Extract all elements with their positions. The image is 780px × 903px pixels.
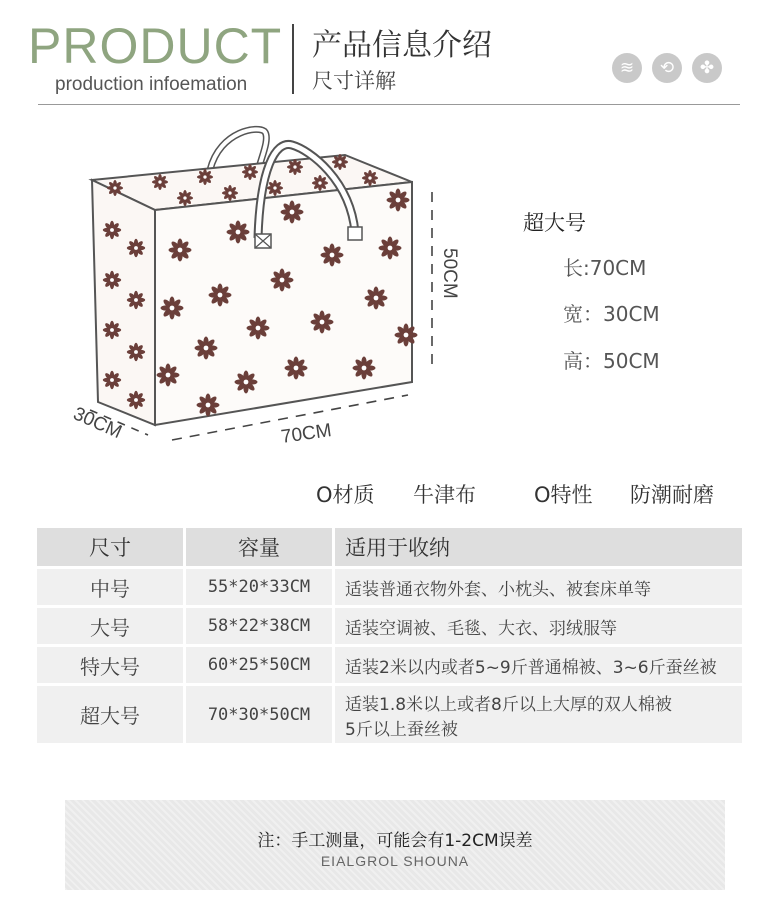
- row-capacity: 55*20*33CM: [186, 569, 335, 608]
- header-divider: [292, 24, 294, 94]
- height-dimension-label: 50CM: [439, 248, 460, 299]
- row-size: 大号: [37, 608, 186, 647]
- measurement-note-panel: [65, 800, 725, 890]
- table-header-row: [37, 528, 745, 569]
- row-usage: 适装普通衣物外套、小枕头、被套床单等: [335, 569, 745, 608]
- row-capacity: 58*22*38CM: [186, 608, 335, 647]
- storage-bag-illustration: [60, 120, 480, 470]
- row-size: 超大号: [37, 686, 186, 746]
- row-usage: 适装2米以内或者5~9斤普通棉被、3~6斤蚕丝被: [335, 647, 745, 686]
- row-usage-line1: 适装1.8米以上或者8斤以上大厚的双人棉被: [345, 694, 672, 715]
- table-row: [37, 647, 745, 686]
- size-length: 长:70CM: [563, 256, 647, 280]
- fan-icon: ✤: [692, 53, 722, 83]
- material-label: O材质: [316, 483, 375, 507]
- row-size: 特大号: [37, 647, 186, 686]
- steam-icon: ≋: [612, 53, 642, 83]
- row-usage: [335, 686, 745, 746]
- size-height: 高：50CM: [563, 349, 660, 373]
- header-rule: [38, 104, 740, 105]
- header-size: 尺寸: [37, 528, 186, 569]
- measurement-note: 注：手工测量，可能会有1-2CM误差: [257, 831, 533, 851]
- page-subtitle: 尺寸详解: [312, 69, 396, 93]
- header-capacity: 容量: [186, 528, 335, 569]
- cycle-icon: ⟲: [652, 53, 682, 83]
- page-title: 产品信息介绍: [312, 28, 492, 63]
- brand-title: PRODUCT: [28, 18, 283, 74]
- width-dimension-label: 70CM: [279, 420, 333, 448]
- row-size: 中号: [37, 569, 186, 608]
- row-usage-line2: 5斤以上蚕丝被: [345, 719, 458, 740]
- row-capacity: 60*25*50CM: [186, 647, 335, 686]
- note-subtitle: EIALGROL SHOUNA: [320, 853, 470, 869]
- table-row: [37, 686, 745, 746]
- material-value: 牛津布: [413, 483, 476, 507]
- feature-icons: [612, 53, 722, 83]
- size-spec-table: [37, 528, 745, 746]
- table-row: [37, 608, 745, 647]
- brand-subtitle: production infoemation: [55, 74, 248, 95]
- table-row: [37, 569, 745, 608]
- row-usage: 适装空调被、毛毯、大衣、羽绒服等: [335, 608, 745, 647]
- size-width: 宽：30CM: [563, 302, 660, 326]
- feature-value: 防潮耐磨: [630, 483, 714, 507]
- header-usage: 适用于收纳: [335, 528, 745, 569]
- feature-label: O特性: [534, 483, 593, 507]
- size-title: 超大号: [523, 211, 586, 235]
- depth-dimension-label: 30CM: [69, 403, 125, 444]
- row-capacity: 70*30*50CM: [186, 686, 335, 746]
